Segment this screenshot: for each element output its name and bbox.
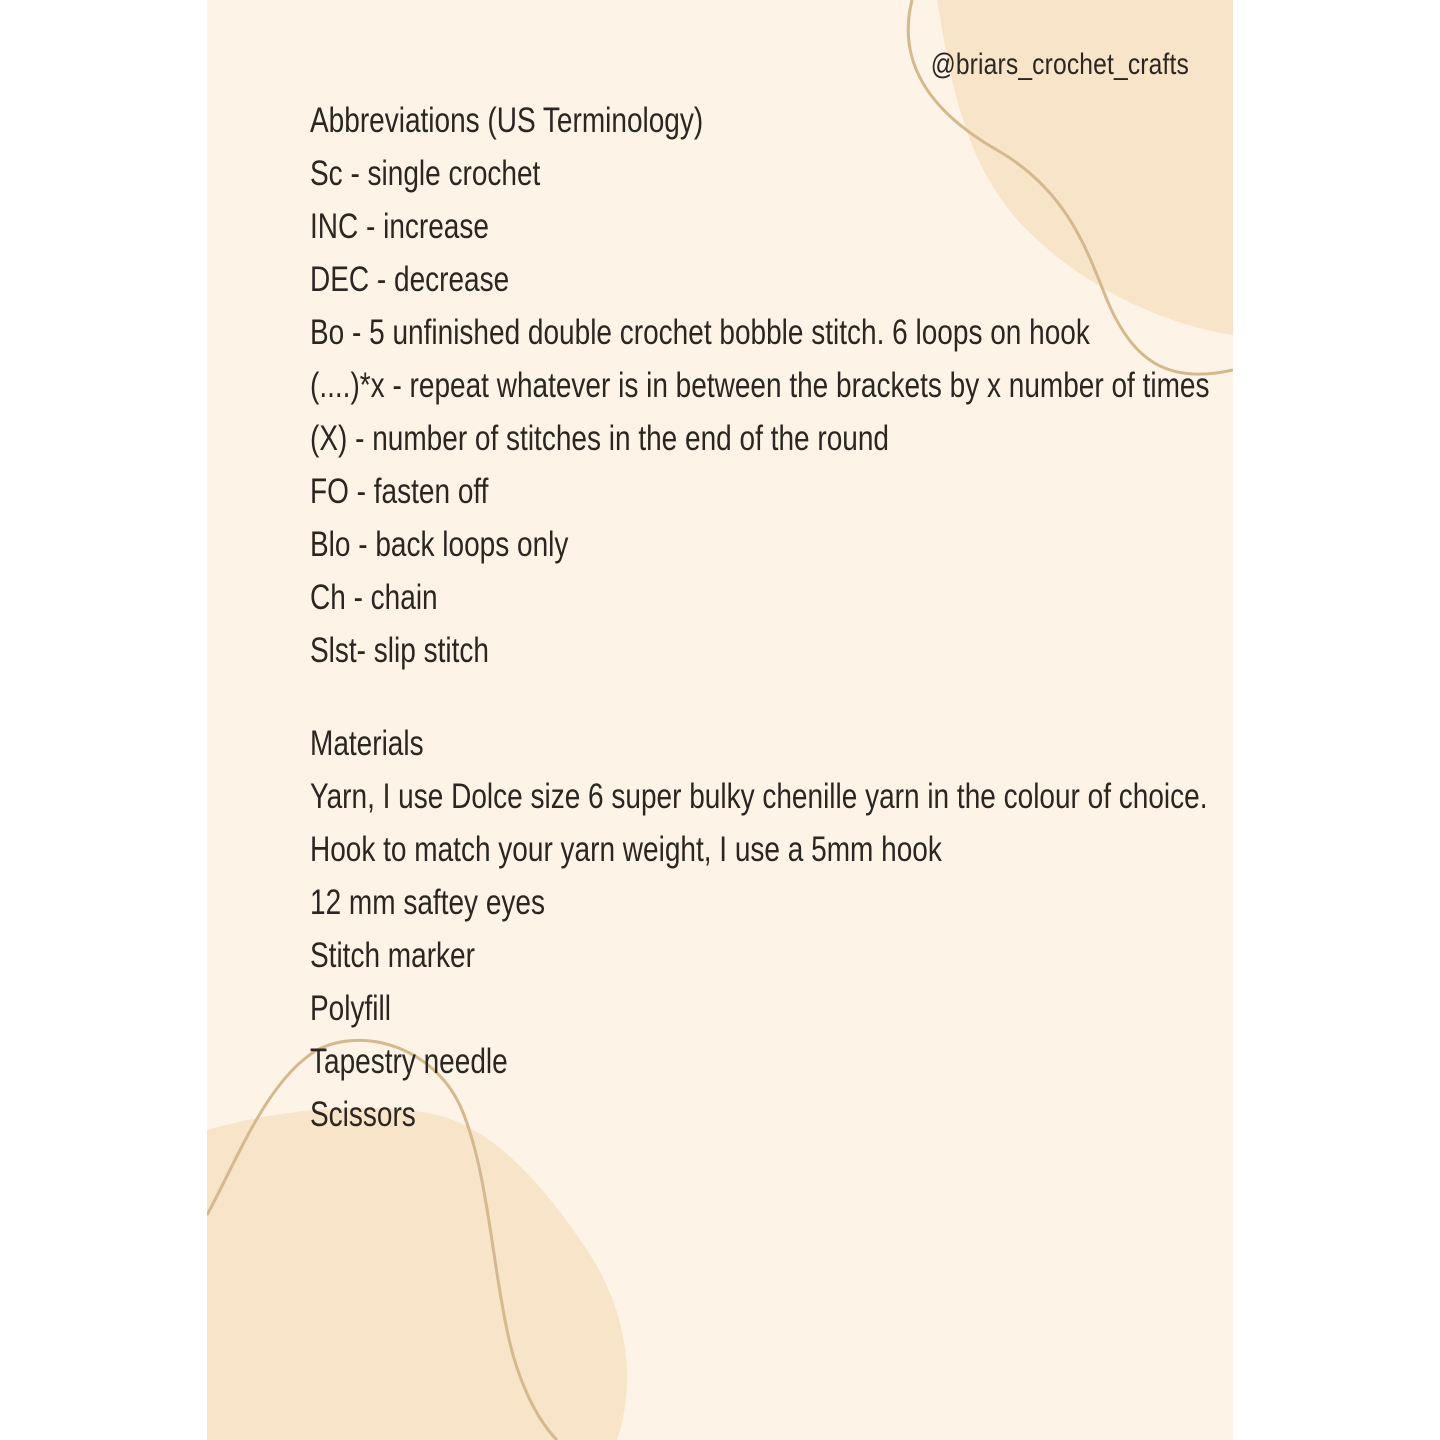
list-item: FO - fasten off	[310, 472, 489, 511]
list-item: Hook to match your yarn weight, I use a 5mm hook	[310, 830, 942, 869]
list-item: (....)*x - repeat whatever is in between the brackets by x number of times	[310, 366, 1210, 405]
list-item: Polyfill	[310, 989, 391, 1028]
list-item: Slst- slip stitch	[310, 631, 489, 670]
list-item: Bo - 5 unfinished double crochet bobble stitch. 6 loops on hook	[310, 313, 1090, 352]
list-item: Blo - back loops only	[310, 525, 569, 564]
list-item: Sc - single crochet	[310, 154, 541, 193]
bottom-left-blob	[207, 1108, 627, 1440]
list-item: 12 mm saftey eyes	[310, 883, 545, 922]
list-item: Tapestry needle	[310, 1042, 508, 1081]
list-item: (X) - number of stitches in the end of the round	[310, 419, 889, 458]
abbreviations-list	[310, 149, 1233, 679]
list-item: Yarn, I use Dolce size 6 super bulky chenille yarn in the colour of choice.	[310, 777, 1208, 816]
list-item: DEC - decrease	[310, 260, 510, 299]
instagram-handle: @briars_crochet_crafts	[930, 48, 1189, 81]
list-item: Scissors	[310, 1095, 416, 1134]
section-spacer	[310, 679, 1233, 719]
abbreviations-heading: Abbreviations (US Terminology)	[310, 101, 704, 140]
list-item: INC - increase	[310, 207, 489, 246]
pattern-content	[310, 96, 1233, 1143]
materials-list	[310, 772, 1233, 1143]
list-item: Ch - chain	[310, 578, 438, 617]
materials-heading: Materials	[310, 724, 424, 763]
pattern-page	[207, 0, 1233, 1440]
list-item: Stitch marker	[310, 936, 475, 975]
